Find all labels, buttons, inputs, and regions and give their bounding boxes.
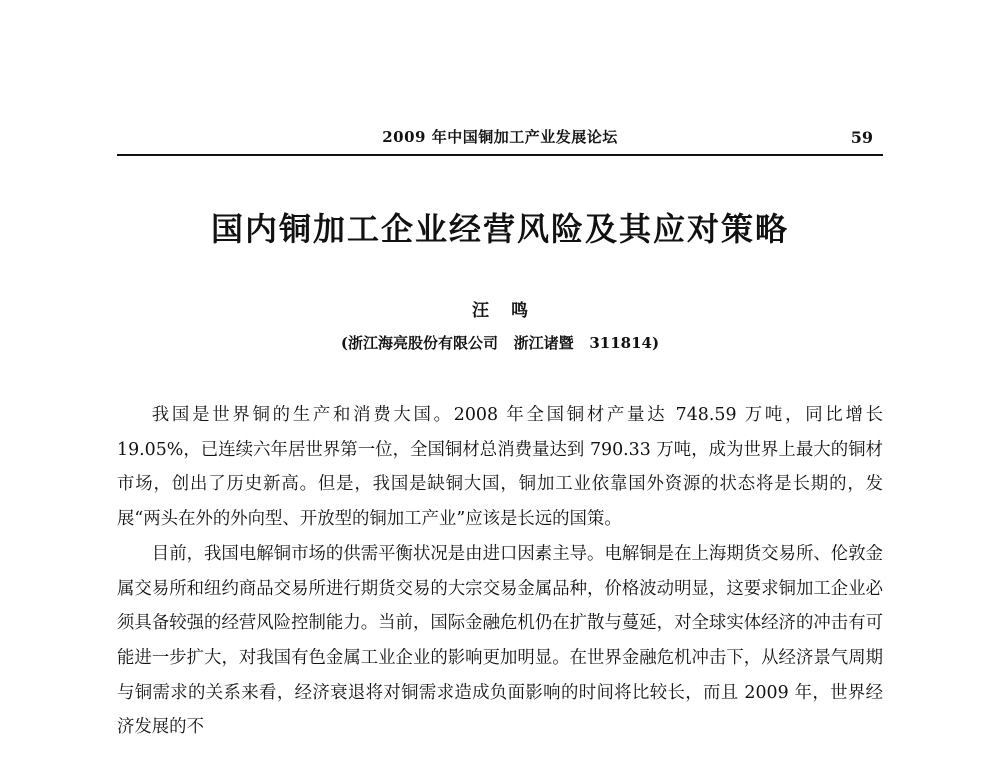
running-header <box>117 124 883 156</box>
article-body <box>117 398 883 745</box>
author-name: 汪鸣 <box>472 301 550 321</box>
author-affiliation: (浙江海亮股份有限公司 浙江诸暨 311814) <box>340 334 660 352</box>
header-title: 2009 年中国铜加工产业发展论坛 <box>382 128 618 146</box>
article-title: 国内铜加工企业经营风险及其应对策略 <box>210 210 789 248</box>
body-paragraph-2: 目前，我国电解铜市场的供需平衡状况是由进口因素主导。电解铜是在上海期货交易所、伦敦金属交易所和纽约商品交易所进行期货交易的大宗交易金属品种，价格波动明显，这要求铜加工企业必须具备较强的经营风险控制能力。当前，国际金融危机仍在扩散与蔓延，对全球实体经济的冲击有可能进一步扩大，对我国有色金属工业企业的影响更加明显。在世界金融危机冲击下，从经济景气周期与铜需求的关系来看，经济衰退将对铜需求造成负面影响的时间将比较长，而且 2009 年，世界经济发展的不 <box>117 543 883 738</box>
body-paragraph-1: 我国是世界铜的生产和消费大国。2008 年全国铜材产量达 748.59 万吨，同比增长 19.05%，已连续六年居世界第一位，全国铜材总消费量达到 790.33 万吨，成为世界上最大的铜材市场，创出了历史新高。但是，我国是缺铜大国，铜加工业依靠国外资源的状态将是长期的，发展“两头在外的外向型、开放型的铜加工产业”应该是长远的国策。 <box>117 405 883 530</box>
page-number: 59 <box>850 128 873 147</box>
